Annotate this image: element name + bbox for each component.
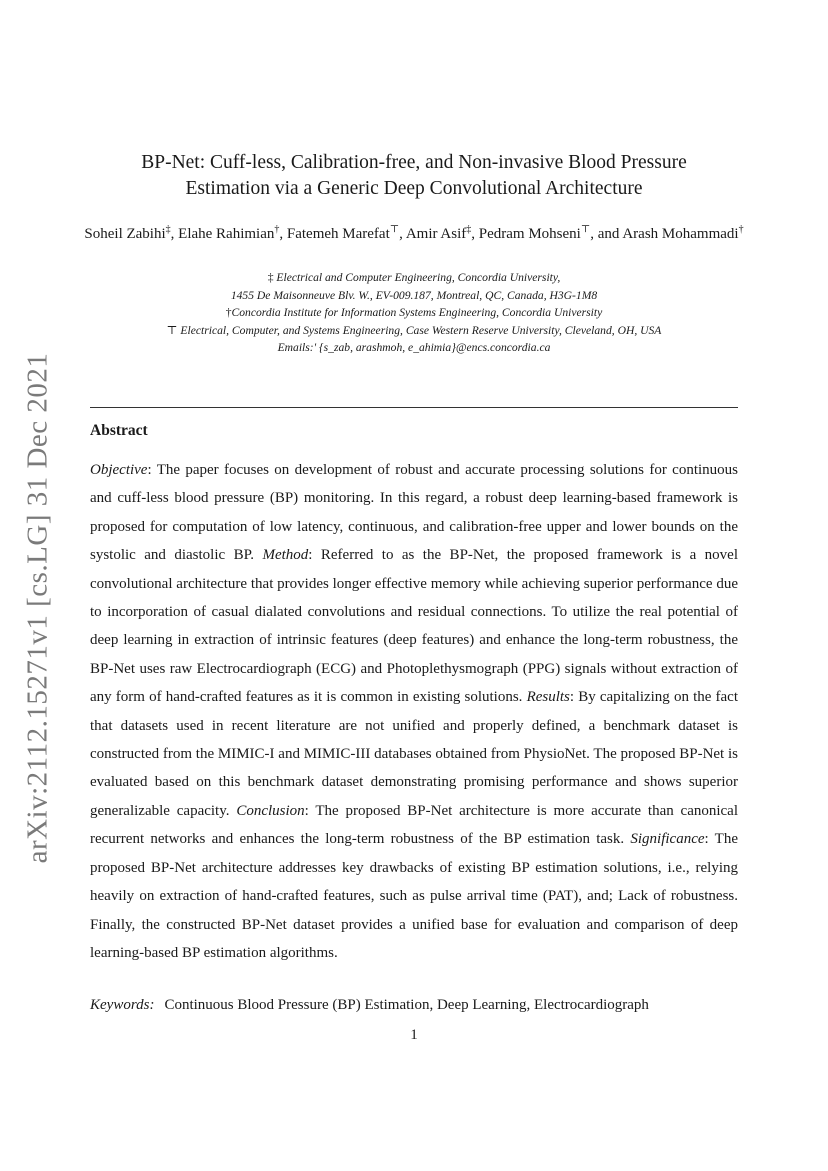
author: Amir Asif‡ — [405, 224, 472, 242]
keywords-text: Continuous Blood Pressure (BP) Estimation, Deep Learning, Electrocardiograph — [164, 997, 649, 1013]
abstract-heading: Abstract — [90, 422, 148, 439]
affiliation-line: ‡ Electrical and Computer Engineering, Concordia University, — [267, 271, 561, 284]
paper-title — [80, 150, 748, 202]
email-line: Emails:' {s_zab, arashmoh, e_ahimia}@encs.concordia.ca — [277, 341, 551, 354]
affiliation-line: ⊤ Electrical, Computer, and Systems Engineering, Case Western Reserve University, Cleveland, OH, USA — [166, 323, 662, 337]
abstract-label-conclusion: Conclusion — [236, 802, 305, 819]
author: Arash Mohammadi† — [622, 224, 744, 242]
affiliation-line: 1455 De Maisonneuve Blv. W., EV-009.187, Montreal, QC, Canada, H3G-1M8 — [230, 288, 598, 302]
arxiv-identifier-stamp: arXiv:2112.15271v1 [cs.LG] 31 Dec 2021 — [21, 352, 54, 864]
author-list: Soheil Zabihi‡, Elahe Rahimian†, Fatemeh Marefat⊤, Amir Asif‡, Pedram Mohseni⊤, and Arash Mohammadi† — [84, 224, 744, 242]
abstract-label-results: Results — [526, 689, 570, 706]
author: Elahe Rahimian† — [178, 224, 280, 242]
affiliations — [80, 269, 748, 357]
abstract-label-objective: Objective — [90, 462, 148, 478]
author: Fatemeh Marefat⊤ — [286, 224, 400, 242]
section-divider — [90, 407, 738, 408]
affiliation-line: †Concordia Institute for Information Systems Engineering, Concordia University — [225, 306, 603, 319]
keywords-label: Keywords: — [90, 997, 155, 1013]
abstract-paragraph: Objective: The paper focuses on development of robust and accurate processing solutions for continuous and cuff-less blood pressure (BP) monitoring. In this regard, a robust deep learning-based framework is proposed for computation of low latency, continuous, and calibration-free upper and lower bounds on the systolic and diastolic BP. Method: Referred to as the BP-Net, the proposed framework is a novel convolutional architecture that provides longer effective memory while achieving superior performance due to incorporation of casual dialated convolutions and residual connections. To utilize the real potential of deep learning in extraction of intrinsic features (deep features) and enhance the long-term robustness, the BP-Net uses raw Electrocardiograph (ECG) and Photoplethysmograph (PPG) signals without extraction of any form of hand-crafted features as it is common in existing solutions. Results: By capitalizing on the fact that datasets used in recent literature are not unified and properly defined, a benchmark dataset is constructed from the MIMIC-I and MIMIC-III databases obtained from PhysioNet. The proposed BP-Net is evaluated based on this benchmark dataset demonstrating promising performance and shows superior generalizable capacity. Conclusion: The proposed BP-Net architecture is more accurate than canonical recurrent networks and enhances the long-term robustness of the BP estimation task. Significance: The proposed BP-Net architecture addresses key drawbacks of existing BP estimation solutions, i.e., relying heavily on extraction of hand-crafted features, such as pulse arrival time (PAT), and; Lack of robustness. Finally, the constructed BP-Net dataset provides a unified base for evaluation and comparison of deep learning-based BP estimation algorithms. — [90, 462, 739, 961]
abstract-label-method: Method — [262, 547, 309, 564]
keywords-line — [90, 991, 738, 1019]
title-line-1: BP-Net: Cuff-less, Calibration-free, and Non-invasive Blood Pressure — [141, 152, 687, 173]
author: Soheil Zabihi‡ — [84, 224, 171, 242]
page-number: 1 — [410, 1027, 418, 1043]
abstract-body — [90, 456, 738, 967]
author: Pedram Mohseni⊤ — [478, 224, 591, 242]
abstract-label-significance: Significance — [630, 831, 705, 848]
title-line-2: Estimation via a Generic Deep Convolutional Architecture — [185, 178, 643, 199]
